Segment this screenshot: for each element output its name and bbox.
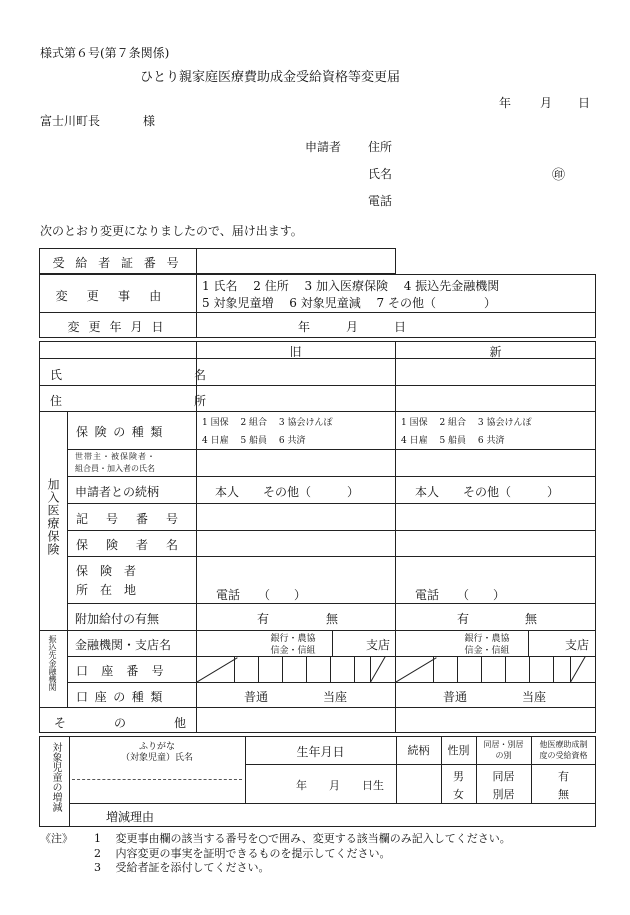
cohab-no: 別居	[492, 788, 515, 801]
bank-kinds-old-2: 信金・信組	[270, 646, 316, 656]
form-id: 様式第６号(第７条関係)	[40, 46, 170, 60]
insurer-address-label-2: 所 在 地	[76, 583, 137, 597]
person-address-label: 住 所	[50, 394, 219, 408]
insurance-type-old-1: 1 国保 2 組合 3 協会けんぽ	[202, 418, 333, 428]
change-reason-label: 変更事由	[55, 289, 181, 303]
dob-values: 年 月 日生	[296, 779, 384, 792]
supp-old-yes: 有	[257, 612, 270, 626]
intro-text: 次のとおり変更になりましたので、届け出ます。	[40, 224, 303, 238]
relation-col-label: 続柄	[407, 744, 430, 757]
other-med-label-1: 他医療助成制	[539, 740, 588, 749]
supp-new-yes: 有	[457, 612, 470, 626]
insurance-type-new-2: 4 日雇 5 船員 6 共済	[401, 436, 505, 446]
note-1: 1 変更事由欄の該当する番号を○で囲み、変更する該当欄のみ記入してください。	[94, 832, 511, 845]
applicant-label: 申請者	[305, 140, 342, 154]
child-name-label: （対象児童）氏名	[120, 753, 193, 763]
insurance-section-label: 加入医療保険	[46, 478, 60, 556]
insurance-type-old-2: 4 日雇 5 船員 6 共済	[202, 436, 306, 446]
addressee-name: 富士川町長	[40, 114, 101, 128]
cohab-label-2: の別	[495, 751, 512, 760]
account-number-label: 口座番号	[76, 664, 177, 678]
applicant-phone-label: 電話	[368, 194, 393, 208]
account-type-old-normal: 普通	[244, 690, 269, 704]
relation-new: 本人 その他（ ）	[415, 485, 560, 499]
reason-line1: 1 氏名 2 住所 3 加入医療保険 4 振込先金融機関	[202, 279, 500, 293]
change-reason-child-label: 増減理由	[106, 810, 155, 824]
note-3: 3 受給者証を添付してください。	[94, 861, 270, 874]
account-type-label: 口座の種類	[76, 690, 170, 704]
account-type-new-normal: 普通	[443, 690, 468, 704]
account-type-old-current: 当座	[323, 690, 348, 704]
insurance-type-label: 保険の種類	[76, 425, 170, 439]
insurance-type-new-1: 1 国保 2 組合 3 協会けんぽ	[401, 418, 532, 428]
supp-old-no: 無	[326, 612, 339, 626]
sex-female: 女	[453, 788, 464, 801]
holder-label-1: 世帯主・被保険者・	[75, 452, 156, 461]
applicant-address-label: 住所	[368, 140, 393, 154]
supp-new-no: 無	[525, 612, 538, 626]
insurer-phone-old: 電話 （ ）	[216, 588, 307, 602]
page-title: ひとり親家庭医療費助成金受給資格等変更届	[140, 70, 401, 85]
date-month: 月	[540, 96, 553, 110]
other-label: そ の 他	[54, 716, 205, 730]
bank-kinds-old-1: 銀行・農協	[270, 634, 316, 644]
addressee-honorific: 様	[143, 114, 156, 128]
notes-label: 《注》	[40, 832, 73, 845]
reason-line2: 5 対象児童増 6 対象児童減 7 その他（ ）	[202, 296, 496, 310]
relation-label: 申請者との続柄	[75, 485, 160, 499]
bank-section-label: 振込先金融機関	[48, 635, 57, 691]
children-section-label: 対象児童の増減	[50, 742, 61, 812]
date-year: 年	[499, 96, 512, 110]
col-new-header: 新	[489, 345, 502, 359]
change-date-label: 変更年月日	[67, 320, 173, 334]
insurer-name-label: 保険者名	[76, 538, 197, 552]
supplementary-label: 附加給付の有無	[75, 612, 160, 626]
applicant-name-label: 氏名	[368, 167, 393, 181]
sex-male: 男	[453, 770, 464, 783]
change-date-values: 年 月 日	[298, 320, 407, 334]
cohab-label-1: 同居・別居	[483, 740, 524, 749]
insurer-phone-new: 電話 （ ）	[415, 588, 506, 602]
dob-label: 生年月日	[296, 745, 345, 759]
seal-mark: ㊞	[552, 168, 566, 183]
branch-old: 支店	[366, 638, 391, 652]
cert-number-label: 受給者証番号	[52, 256, 190, 270]
relation-old: 本人 その他（ ）	[215, 485, 360, 499]
sex-col-label: 性別	[447, 744, 470, 757]
furigana-label: ふりがな	[138, 742, 175, 752]
note-2: 2 内容変更の事実を証明できるものを提示してください。	[94, 847, 391, 860]
insurer-address-label-1: 保 険 者	[76, 564, 137, 578]
person-name-label: 氏 名	[50, 368, 219, 382]
other-med-has: 有	[558, 770, 569, 783]
col-old-header: 旧	[289, 345, 302, 359]
other-med-label-2: 度の受給資格	[539, 751, 588, 760]
account-type-new-current: 当座	[522, 690, 547, 704]
branch-new: 支店	[565, 638, 590, 652]
bank-kinds-new-1: 銀行・農協	[464, 634, 510, 644]
symbol-number-label: 記号番号	[76, 512, 197, 526]
date-day: 日	[578, 96, 591, 110]
other-med-none: 無	[558, 788, 569, 801]
bank-kinds-new-2: 信金・信組	[464, 646, 510, 656]
bank-name-label: 金融機関・支店名	[75, 638, 172, 652]
holder-label-2: 組合員・加入者の氏名	[75, 464, 155, 473]
cohab-yes: 同居	[492, 770, 515, 783]
